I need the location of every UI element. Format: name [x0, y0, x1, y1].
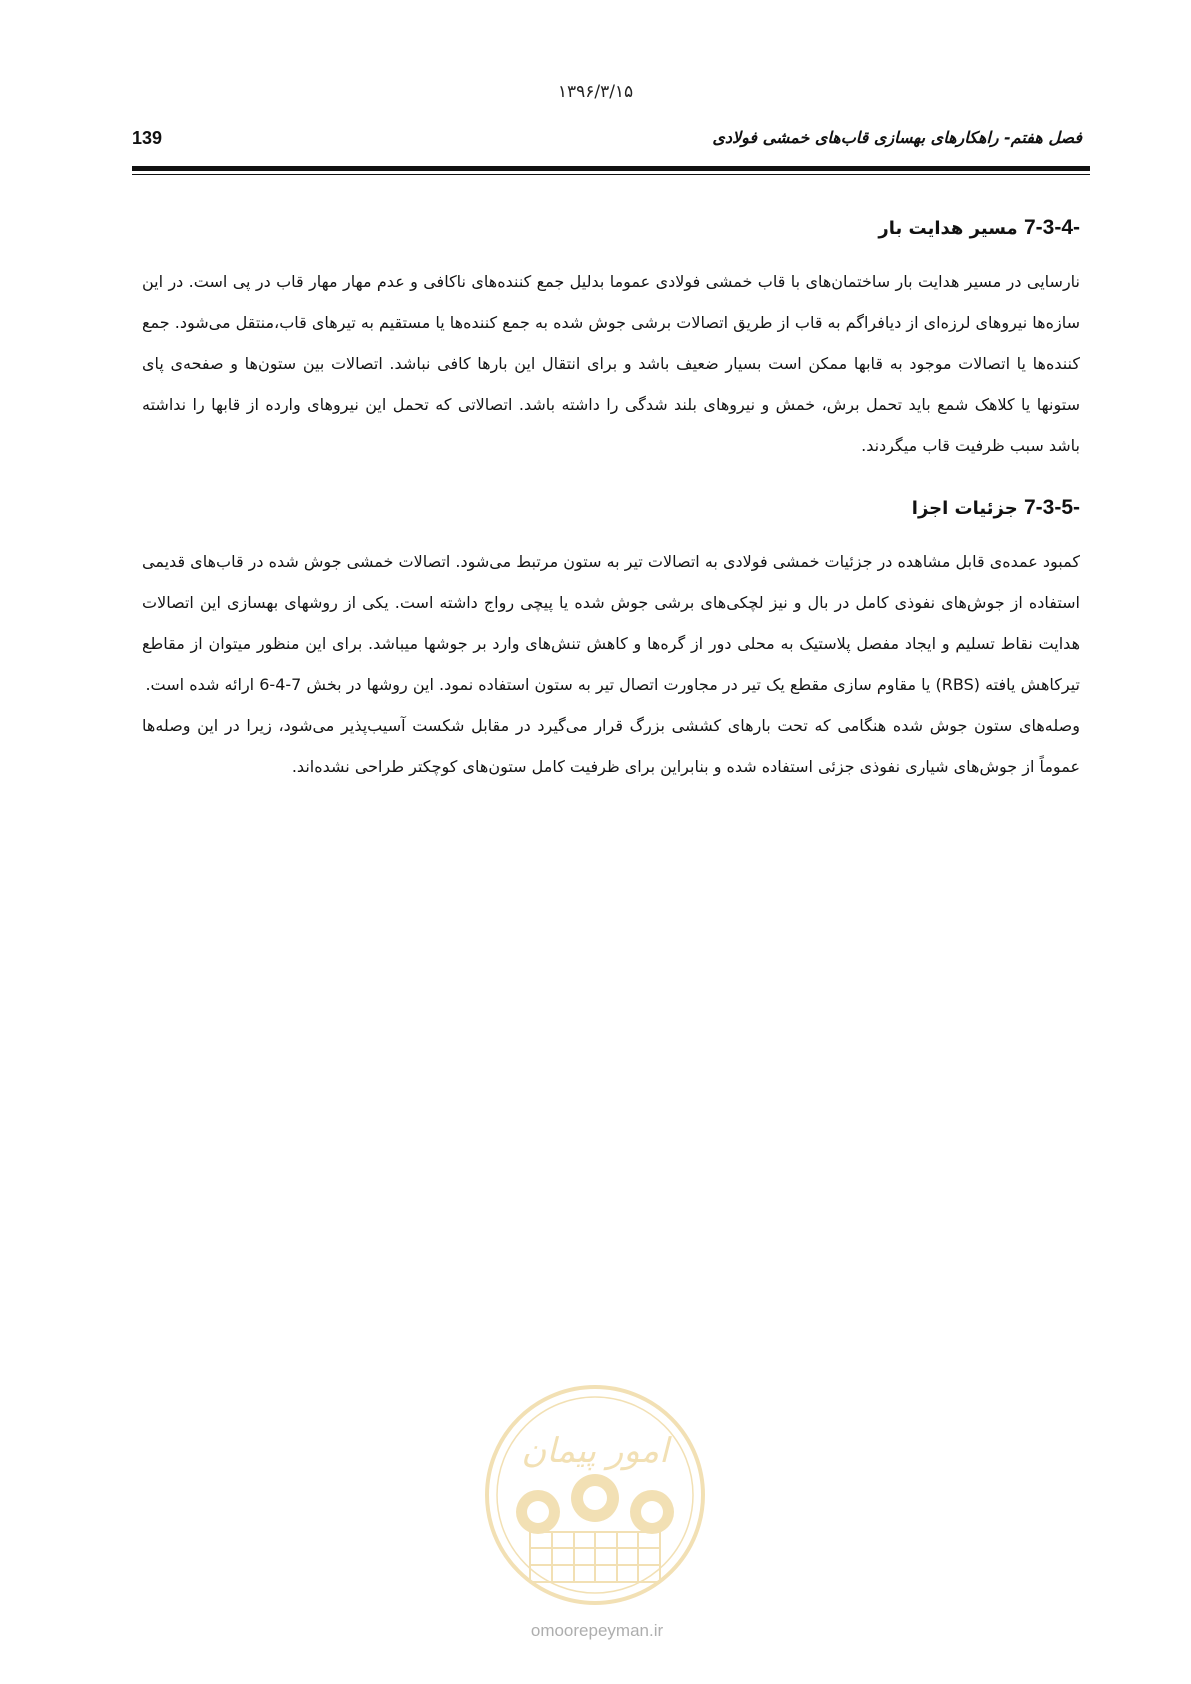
section-number: 7-3-4- [1023, 216, 1080, 239]
chapter-title: فصل هفتم- راهکارهای بهسازی قاب‌های خمشی فولادی [712, 128, 1082, 147]
body-content [142, 210, 1080, 787]
paragraph: کمبود عمده‌ی قابل مشاهده در جزئیات خمشی فولادی به اتصالات تیر به ستون مرتبط می‌شود. اتصالات خمشی جوش شده در قاب‌های قدیمی استفاده از جوش‌های نفوذی کامل در بال و نیز لچکی‌های برشی جوش شده یا پیچی رواج داشته است. یکی از روشهای بهسازی این اتصالات هدایت نقاط تسلیم و ایجاد مفصل پلاستیک به محلی دور از گره‌ها و کاهش تنش‌های وارد بر جوشها میباشد. برای این منظور میتوان از مقاطع تیرکاهش یافته (RBS) یا مقاوم سازی مقطع یک تیر در مجاورت اتصال تیر به ستون استفاده نمود. این روشها در بخش 7-4-6 ارائه شده است. [142, 552, 1080, 694]
watermark-logo [480, 1380, 710, 1610]
paragraph: وصله‌های ستون جوش شده هنگامی که تحت بارهای کششی بزرگ قرار می‌گیرد در مقابل شکست آسیب‌پذیر می‌شود، زیرا در این وصله‌ها عموماً از جوش‌های شیاری نفوذی جزئی استفاده شده و بنابراین برای ظرفیت کامل ستون‌های کوچکتر طراحی نشده‌اند. [142, 716, 1080, 776]
section-heading [142, 210, 1080, 247]
paragraph: نارسایی در مسیر هدایت بار ساختمان‌های با قاب خمشی فولادی عموما بدلیل جمع کننده‌های ناکافی و عدم مهار مهار قاب در پی است. در این سازه‌ها نیروهای لرزه‌ای از دیافراگم به قاب از طریق اتصالات برشی جوش شده به جمع کننده‌ها یا مستقیم به تیرهای قاب،منتقل می‌شود. جمع کننده‌ها یا اتصالات موجود به قابها ممکن است بسیار ضعیف باشد و برای انتقال این بارها کافی نباشد. اتصالات بین ستون‌ها و صفحه‌ی پای ستونها یا کلاهک شمع باید تحمل برش، خمش و نیروهای بلند شدگی را داشته باشد. اتصالاتی که تحمل این نیروهای وارده از قابها را نداشته باشد سبب ظرفیت قاب میگردند. [142, 272, 1080, 455]
watermark-site: omoorepeyman.ir [530, 1621, 664, 1640]
page-number: 139 [132, 128, 163, 148]
header-rule-thin [132, 174, 1090, 175]
section-title: جزئیات اجزا [911, 498, 1018, 519]
section-title: مسیر هدایت بار [878, 218, 1018, 239]
section-heading [142, 490, 1080, 527]
watermark-logo-text: امور پیمان [521, 1431, 669, 1471]
section-component-details [142, 490, 1080, 787]
page-header [132, 128, 1082, 160]
section-load-path [142, 210, 1080, 466]
header-rule-thick [132, 166, 1090, 171]
watermark-seal-icon [480, 1380, 710, 1610]
date-stamp: ۱۳۹۶/۳/۱۵ [557, 82, 634, 102]
section-number: 7-3-5- [1023, 496, 1080, 519]
